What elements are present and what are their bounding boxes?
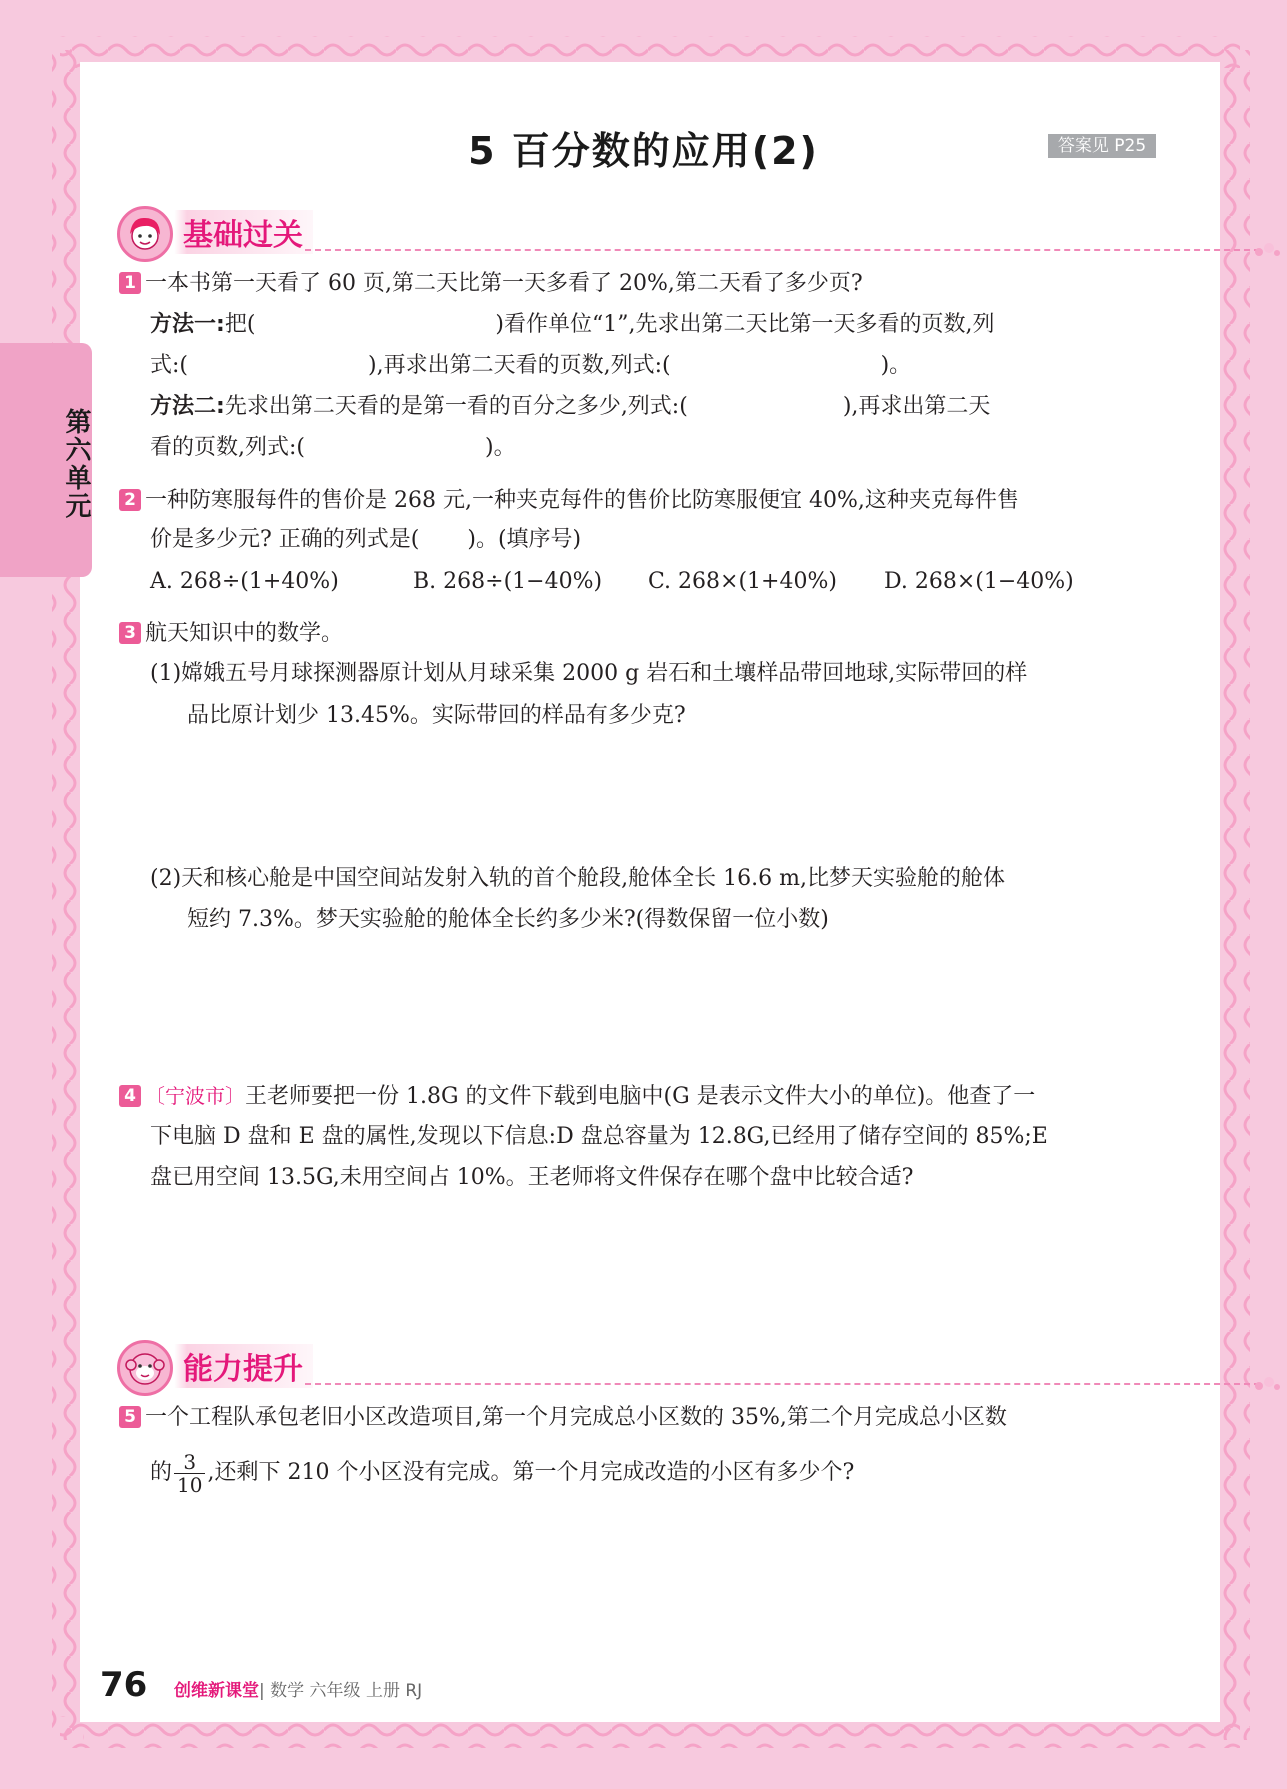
monkey-avatar-icon [117, 1340, 173, 1396]
q1-stem-text: 一本书第一天看了 60 页,第二天比第一天多看了 20%,第二天看了多少页? [145, 271, 863, 296]
footer-brand: 创维新课堂 [174, 1681, 259, 1701]
question-number-badge: 5 [119, 1406, 141, 1428]
q1-method2-line2 [150, 433, 516, 463]
q1-method1-line2 [150, 351, 911, 381]
text: ),再求出第二天看的页数,列式:( [368, 353, 671, 378]
text: 航天知识中的数学。 [145, 621, 344, 646]
q5-answer-area[interactable] [150, 1510, 1150, 1650]
decor-dots-icon [1253, 240, 1281, 260]
text: ,还剩下 210 个小区没有完成。第一个月完成改造的小区有多少个? [207, 1460, 855, 1485]
answer-reference-badge: 答案见 P25 [1048, 134, 1156, 158]
q4-answer-area[interactable] [150, 1205, 1150, 1335]
question-number-badge: 3 [119, 622, 141, 644]
fraction-numerator: 3 [174, 1451, 205, 1474]
question-number-badge: 4 [119, 1085, 141, 1107]
text: ),再求出第二天 [842, 394, 991, 419]
text: 把( [224, 312, 256, 337]
fraction [174, 1451, 205, 1496]
q3-part1-answer-area[interactable] [150, 740, 1150, 860]
q4-line3: 盘已用空间 13.5G,未用空间占 10%。王老师将文件保存在哪个盘中比较合适? [150, 1165, 914, 1190]
text: 式:( [150, 353, 188, 378]
text: 先求出第二天看的是第一看的百分之多少,列式:( [224, 394, 688, 419]
q5-line1 [119, 1403, 1007, 1433]
q3-part2-answer-area[interactable] [150, 945, 1150, 1075]
method2-label: 方法二: [150, 394, 225, 419]
q2-stem-line2 [150, 525, 581, 555]
footer-subject: | 数学 六年级 上册 RJ [259, 1681, 423, 1701]
text: 一种防寒服每件的售价是 268 元,一种夹克每件的售价比防寒服便宜 40%,这种夹克每件售 [145, 488, 1019, 513]
unit-side-tab-label: 第六单元 [61, 408, 91, 520]
footer-book-info [174, 1676, 422, 1701]
question-number-badge: 1 [119, 272, 141, 294]
question-number-badge: 2 [119, 489, 141, 511]
q5-line2 [150, 1446, 854, 1500]
q4-line1 [119, 1081, 1035, 1112]
option-a: A. 268÷(1+40%) [150, 569, 339, 594]
q3-part1-line2: 品比原计划少 13.45%。实际带回的样品有多少克? [187, 703, 686, 728]
q1-stem [119, 269, 863, 299]
option-c: C. 268×(1+40%) [648, 569, 837, 594]
text: )。 [880, 353, 912, 378]
fraction-denominator: 10 [177, 1472, 203, 1497]
option-d: D. 268×(1−40%) [884, 569, 1074, 594]
q3-part1-line1: (1)嫦娥五号月球探测器原计划从月球采集 2000 g 岩石和土壤样品带回地球,实际带回的样 [150, 661, 1028, 686]
method1-label: 方法一: [150, 312, 225, 337]
text: )。(填序号) [467, 527, 582, 552]
text: 一个工程队承包老旧小区改造项目,第一个月完成总小区数的 35%,第二个月完成总小区数 [145, 1405, 1007, 1430]
dashed-divider [305, 249, 1260, 251]
page-title: 5 百分数的应用(2) [468, 129, 819, 173]
q3-part2-line2: 短约 7.3%。梦天实验舱的舱体全长约多少米?(得数保留一位小数) [187, 907, 829, 932]
q1-method1-line1 [150, 310, 994, 340]
q1-method2-line1 [150, 392, 990, 422]
q3-stem [119, 619, 343, 649]
text: 的 [150, 1460, 173, 1485]
source-city-tag: 〔宁波市〕 [145, 1084, 245, 1108]
text: 看的页数,列式:( [150, 435, 305, 460]
section-header-basic [117, 206, 1167, 266]
text: )。 [485, 435, 516, 460]
option-b: B. 268÷(1−40%) [413, 569, 603, 594]
page-number: 76 [100, 1665, 148, 1705]
girl-avatar-icon [117, 206, 173, 262]
text: 王老师要把一份 1.8G 的文件下载到电脑中(G 是表示文件大小的单位)。他查了一 [245, 1084, 1036, 1109]
q3-part2-line1: (2)天和核心舱是中国空间站发射入轨的首个舱段,舱体全长 16.6 m,比梦天实验舱的舱体 [150, 866, 1005, 891]
section-title: 基础过关 [173, 210, 313, 254]
dashed-divider [305, 1383, 1260, 1385]
decor-dots-icon [1253, 1374, 1281, 1394]
text: )看作单位“1”,先求出第二天比第一天多看的页数,列 [495, 312, 995, 337]
q4-line2: 下电脑 D 盘和 E 盘的属性,发现以下信息:D 盘总容量为 12.8G,已经用了储存空间的 85%;E [150, 1124, 1048, 1149]
text: 价是多少元? 正确的列式是( [150, 527, 420, 552]
section-header-advanced [117, 1340, 1167, 1400]
section-title: 能力提升 [173, 1344, 313, 1388]
q2-stem-line1 [119, 486, 1019, 516]
